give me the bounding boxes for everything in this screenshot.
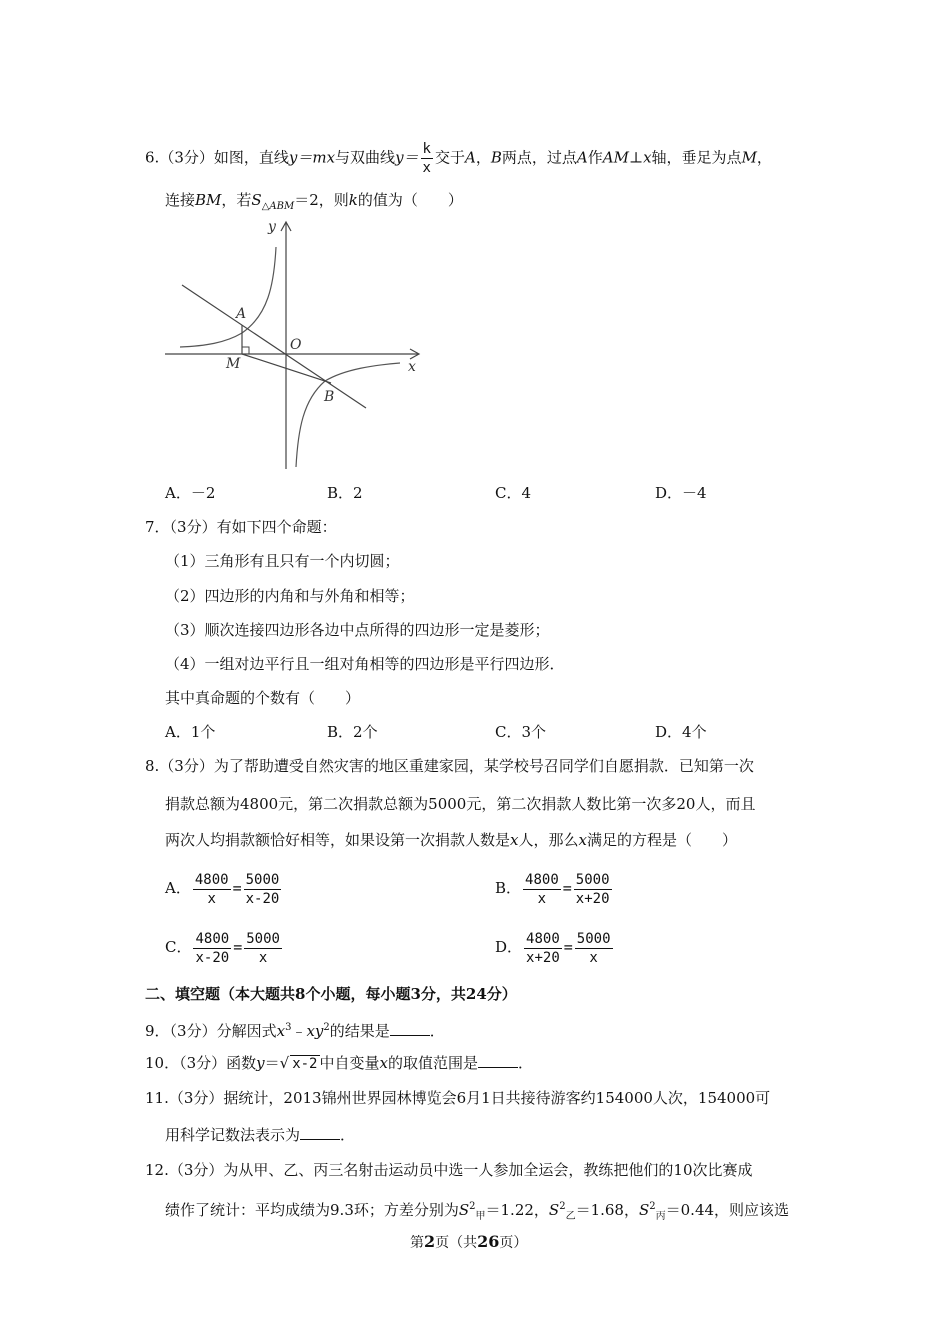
subscript-jia: 甲: [475, 1211, 486, 1222]
q7-item-3: （3）顺次连接四边形各边中点所得的四边形一定是菱形；: [165, 621, 550, 639]
q12-text: 绩作了统计：平均成绩为9.3环；方差分别为: [165, 1201, 459, 1219]
q8-text: 人，那么: [518, 831, 579, 849]
q6-text: 两点，过点: [501, 148, 577, 167]
q11-text: 用科学记数法表示为: [165, 1126, 301, 1144]
point-a: A: [576, 148, 588, 167]
label-a: A: [236, 306, 247, 322]
q8-line2: 捐款总额为4800元，第二次捐款总额为5000元，第二次捐款人数比第一次多20人，而且: [165, 795, 756, 813]
frac-numerator: 4800: [194, 871, 229, 888]
q6-score: （3分）: [159, 148, 214, 167]
frac-numerator: 4800: [195, 930, 230, 947]
fraction-left: [193, 871, 231, 908]
fraction-right: [574, 871, 612, 908]
period: ．: [518, 1054, 534, 1072]
hyperbola-right-branch: [296, 363, 400, 467]
variance-s: S: [458, 1201, 470, 1219]
q6-text: 连接: [165, 191, 196, 209]
variance-s: S: [548, 1201, 560, 1219]
frac-numerator: 4800: [526, 930, 560, 947]
q6-formula-hyperbola: y＝: [395, 148, 419, 167]
q7-option-c[interactable]: C．3个: [495, 723, 547, 741]
period: ．: [340, 1126, 356, 1144]
fraction-left: [524, 930, 562, 967]
q6-text: 轴，垂足为点: [651, 148, 742, 167]
footer-text: 第: [410, 1235, 424, 1251]
q7-head: 7．（3分）有如下四个命题：: [145, 518, 337, 536]
period: ．: [429, 1022, 445, 1040]
frac-numerator: 5000: [575, 871, 610, 888]
equals-sign: ＝: [264, 1054, 280, 1072]
q8-line1: 8.（3分）为了帮助遭受自然灾害的地区重建家园，某学校号召同学们自愿捐款．已知第一次: [145, 757, 754, 775]
label-o: O: [290, 337, 302, 353]
frac-numerator: k: [422, 141, 431, 157]
point-b: B: [490, 148, 502, 167]
x-var: x: [510, 831, 519, 849]
frac-denominator: x+20: [526, 949, 560, 966]
q9-line: [145, 1018, 445, 1041]
q7-option-a[interactable]: A．1个: [165, 723, 216, 741]
equals-sign: =: [233, 938, 243, 956]
point-m: M: [741, 148, 757, 167]
x-var: x: [379, 1054, 388, 1072]
label-m: M: [226, 356, 241, 372]
q6-text: 与双曲线: [335, 148, 396, 167]
answer-blank[interactable]: [390, 1021, 430, 1036]
option-label: D．: [495, 938, 523, 956]
q6-text: 交于: [434, 148, 465, 167]
xy-var: xy: [306, 1022, 324, 1040]
frac-denominator: x-20: [245, 890, 280, 907]
q6-number: 6.: [145, 148, 160, 167]
exponent: 2: [469, 1201, 476, 1212]
q6-text: 作: [587, 148, 603, 167]
page-number: 2: [424, 1232, 436, 1251]
q8-text: 两次人均捐款额恰好相等，如果设第一次捐款人数是: [165, 831, 511, 849]
option-label: C．: [165, 938, 192, 956]
q9-text: 9．（3分）分解因式: [145, 1022, 277, 1040]
hyperbola-left-branch: [180, 247, 276, 347]
q7-option-d[interactable]: D．4个: [655, 723, 707, 741]
footer-text: 页（共: [435, 1235, 478, 1251]
subscript-yi: 乙: [565, 1211, 576, 1222]
q6-line1: [145, 140, 772, 177]
segment-am: AM: [602, 148, 629, 167]
x-var: x: [643, 148, 652, 167]
sqrt-symbol: √: [279, 1054, 290, 1072]
q6-text: ＝2，则: [294, 191, 349, 209]
frac-denominator: x+20: [575, 890, 610, 907]
fraction-right: [575, 930, 613, 967]
exponent: 2: [323, 1022, 330, 1033]
variance-value: ＝0.44，则应该选: [665, 1201, 790, 1219]
label-y: y: [268, 219, 276, 235]
q7-item-1: （1）三角形有且只有一个内切圆；: [165, 552, 400, 570]
answer-blank[interactable]: [300, 1125, 340, 1140]
point-a: A: [465, 148, 476, 167]
fraction-right: [244, 871, 282, 908]
frac-numerator: 5000: [245, 871, 280, 888]
frac-denominator: x: [258, 949, 268, 966]
q6-option-b[interactable]: B．2: [327, 484, 363, 502]
minus-sign: ﹣: [291, 1022, 307, 1040]
option-label: A．: [165, 879, 191, 897]
k-var: k: [348, 191, 358, 209]
q11-line2: [165, 1125, 355, 1145]
variance-value: ＝1.22，: [485, 1201, 549, 1219]
q8-option-b[interactable]: [495, 866, 614, 910]
footer-text: 页）: [499, 1235, 528, 1251]
q8-option-a[interactable]: [165, 866, 283, 910]
fraction-left: [523, 871, 561, 908]
x-var: x: [276, 1022, 286, 1040]
q11-line1: 11.（3分）据统计，2013锦州世界园林博览会6月1日共接待游客约154000人次，154000可: [145, 1089, 771, 1107]
variance-value: ＝1.68，: [575, 1201, 639, 1219]
frac-denominator: x: [207, 890, 216, 907]
exponent: 3: [285, 1022, 292, 1033]
answer-blank[interactable]: [478, 1053, 518, 1068]
q6-line2: [165, 190, 463, 217]
perp-symbol: ⊥: [628, 148, 644, 167]
q6-text: 如图，直线: [213, 148, 289, 167]
y-var: y: [256, 1054, 265, 1072]
area-s: S: [251, 191, 262, 209]
label-x: x: [408, 359, 416, 375]
fraction-right: [244, 930, 282, 967]
subscript-bing: 丙: [655, 1211, 666, 1222]
equals-sign: =: [232, 879, 242, 897]
q12-line2: [165, 1197, 789, 1227]
section-heading: 二、填空题（本大题共8个小题，每小题3分，共24分）: [145, 985, 517, 1003]
sqrt-radicand: x-2: [292, 1056, 318, 1072]
q6-text: ，: [756, 148, 772, 167]
line-y-mx: [182, 285, 366, 408]
frac-denominator: x-20: [195, 949, 230, 966]
equals-sign: =: [562, 879, 572, 897]
option-label: B．: [495, 879, 522, 897]
variance-s: S: [638, 1201, 650, 1219]
area-subscript: △ABM: [261, 201, 295, 212]
q8-line3: [165, 830, 737, 850]
q6-formula-line: y＝mx: [288, 148, 336, 167]
exponent: 2: [559, 1201, 566, 1212]
q7-ask: 其中真命题的个数有（ ）: [165, 689, 361, 707]
total-pages: 26: [477, 1232, 500, 1251]
q6-option-d[interactable]: D．－4: [655, 484, 707, 502]
page-footer: [410, 1232, 527, 1253]
q6-text: ，若: [221, 191, 252, 209]
frac-numerator: 5000: [246, 930, 280, 947]
q10-line: [145, 1053, 533, 1073]
label-b: B: [324, 389, 335, 405]
q10-text: 中自变量: [319, 1054, 380, 1072]
q7-option-b[interactable]: B．2个: [327, 723, 378, 741]
frac-numerator: 5000: [576, 930, 611, 947]
right-angle-mark: [242, 347, 249, 354]
q7-item-2: （2）四边形的内角和与外角和相等；: [165, 587, 415, 605]
frac-denominator: x: [537, 890, 547, 907]
q8-text: 满足的方程是（ ）: [586, 831, 737, 849]
q12-line1: 12.（3分）为从甲、乙、丙三名射击运动员中选一人参加全运会，教练把他们的10次比赛成: [145, 1161, 753, 1179]
q10-text: 10．（3分）函数: [145, 1054, 257, 1072]
q6-fraction: [421, 140, 433, 177]
q6-text: ，: [475, 148, 491, 167]
q6-option-c[interactable]: C．4: [495, 484, 532, 502]
q6-option-a[interactable]: A．－2: [165, 484, 216, 502]
equals-sign: =: [563, 938, 573, 956]
frac-denominator: x: [589, 949, 598, 966]
segment-bm: BM: [195, 191, 222, 209]
q10-text: 的取值范围是: [387, 1054, 478, 1072]
q8-option-c[interactable]: [165, 925, 284, 969]
q7-item-4: （4）一组对边平行且一组对角相等的四边形是平行四边形．: [165, 655, 565, 673]
q6-graph-figure: [160, 215, 430, 475]
q6-text: 的值为（ ）: [357, 191, 463, 209]
q9-text: 的结果是: [329, 1022, 390, 1040]
x-var: x: [578, 831, 587, 849]
fraction-left: [193, 930, 231, 967]
frac-numerator: 4800: [525, 871, 559, 888]
exponent: 2: [649, 1201, 656, 1212]
q8-option-d[interactable]: [495, 925, 615, 969]
frac-denominator: x: [422, 160, 431, 176]
